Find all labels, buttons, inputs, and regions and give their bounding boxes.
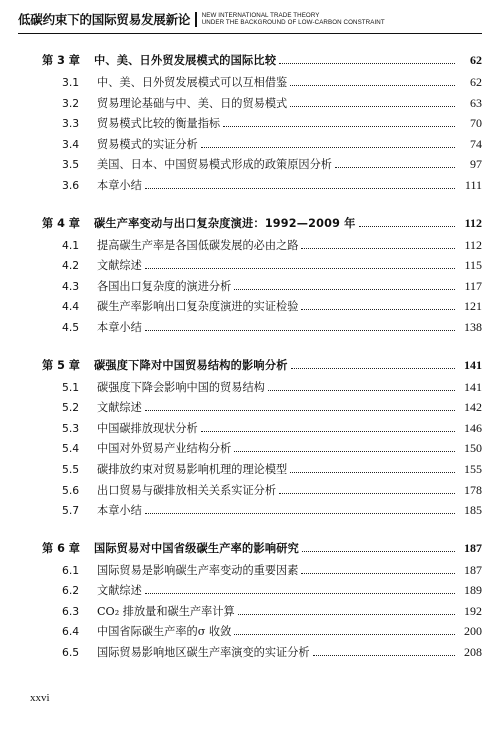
dot-leader [290,106,455,107]
section-title: 本章小结 [97,178,142,192]
section-number: 5.6 [62,483,80,497]
section-entry[interactable] [42,156,482,177]
section-entry[interactable] [42,298,482,319]
section-page: 146 [464,420,482,435]
section-page: 121 [464,299,482,314]
section-title: 碳生产率影响出口复杂度演进的实证检验 [97,300,299,314]
section-page: 200 [464,624,482,639]
section-entry[interactable] [42,440,482,461]
dot-leader [301,573,455,574]
section-entry[interactable] [42,562,482,583]
dot-leader [302,551,455,552]
section-entry[interactable] [42,74,482,95]
book-title-cn: 低碳约束下的国际贸易发展新论 [18,12,191,27]
section-number: 5.5 [62,462,80,476]
section-title: 贸易理论基础与中、美、日的贸易模式 [97,96,288,110]
section-title: 中国对外贸易产业结构分析 [97,442,232,456]
dot-leader [234,289,455,290]
section-entry[interactable] [42,420,482,441]
section-page: 63 [470,95,482,110]
chapter-title: 中、美、日外贸发展模式的国际比较 [94,54,277,67]
section-title: 本章小结 [97,504,142,518]
section-number: 4.5 [62,320,80,334]
chapter-number: 第 6 章 [42,541,80,555]
dot-leader [335,167,455,168]
section-page: 62 [470,75,482,89]
dot-leader [279,493,455,494]
dot-leader [145,410,455,411]
section-number: 4.3 [62,279,80,293]
chapter-number: 第 5 章 [42,358,80,372]
section-page: 185 [464,503,482,518]
section-title: 本章小结 [97,320,142,334]
dot-leader [291,368,455,369]
dot-leader [145,188,455,189]
section-entry[interactable] [42,582,482,603]
section-title: 文献综述 [97,259,142,273]
header-divider [195,12,197,27]
section-number: 3.6 [62,178,80,192]
section-number: 6.5 [62,646,80,660]
section-page: 117 [464,278,482,293]
table-of-contents [42,52,482,682]
dot-leader [313,655,455,656]
chapter-entry[interactable] [42,215,482,237]
section-page: 112 [464,237,482,252]
section-page: 192 [464,603,482,618]
dot-leader [301,309,455,310]
section-title: 中、美、日外贸发展模式可以互相借鉴 [97,76,288,89]
section-number: 3.5 [62,158,80,172]
chapter-block [42,52,482,198]
dot-leader [223,126,455,127]
chapter-number: 第 4 章 [42,216,80,230]
section-title: 出口贸易与碳排放相关关系实证分析 [97,483,277,497]
section-title: 文献综述 [97,584,142,598]
section-page: 111 [464,177,482,192]
section-title: 国际贸易影响地区碳生产率演变的实证分析 [97,646,310,660]
section-entry[interactable] [42,115,482,136]
section-title: 美国、日本、中国贸易模式形成的政策原因分析 [97,158,332,172]
chapter-entry[interactable] [42,540,482,562]
section-title: 贸易模式比较的衡量指标 [97,117,221,131]
dot-leader [301,248,455,249]
section-title: 各国出口复杂度的演进分析 [97,279,232,293]
section-page: 189 [464,583,482,598]
dot-leader [145,513,455,514]
section-entry[interactable] [42,319,482,340]
chapter-block [42,540,482,665]
dot-leader [234,634,455,635]
book-title-en-line1: NEW INTERNATIONAL TRADE THEORY [201,11,320,19]
section-number: 4.1 [62,238,80,252]
dot-leader [359,226,455,227]
section-entry[interactable] [42,177,482,198]
chapter-title: 国际贸易对中国省级碳生产率的影响研究 [94,541,299,555]
dot-leader [234,451,455,452]
dot-leader [279,63,455,64]
chapter-entry[interactable] [42,52,482,74]
section-entry[interactable] [42,461,482,482]
dot-leader [201,431,455,432]
section-entry[interactable] [42,136,482,157]
section-page: 74 [470,136,482,151]
section-title: 国际贸易是影响碳生产率变动的重要因素 [97,563,299,577]
section-entry[interactable] [42,644,482,665]
section-entry[interactable] [42,95,482,116]
section-page: 187 [464,562,482,577]
section-entry[interactable] [42,623,482,644]
section-page: 70 [470,116,482,131]
dot-leader [290,85,455,86]
chapter-page: 187 [464,540,482,555]
section-number: 3.2 [62,96,80,110]
section-number: 4.4 [62,300,80,314]
section-entry[interactable] [42,237,482,258]
dot-leader [238,614,455,615]
section-title: 碳排放约束对贸易影响机理的理论模型 [97,462,288,476]
dot-leader [145,593,455,594]
section-entry[interactable] [42,379,482,400]
book-title-en-line2: UNDER THE BACKGROUND OF LOW-CARBON CONSTRAINT [201,19,385,26]
section-number: 5.4 [62,442,80,456]
section-page: 138 [464,319,482,334]
section-number: 6.2 [62,584,80,598]
dot-leader [268,390,455,391]
section-number: 3.1 [62,76,80,89]
chapter-block [42,357,482,523]
running-header [18,8,482,30]
section-entry[interactable] [42,278,482,299]
section-title: 中国碳排放现状分析 [97,421,198,435]
page-number: xxvi [30,692,50,704]
section-number: 5.1 [62,380,80,394]
header-rule [18,33,482,34]
chapter-title: 碳强度下降对中国贸易结构的影响分析 [94,358,288,372]
chapter-entry[interactable] [42,357,482,379]
section-number: 3.4 [62,137,80,151]
chapter-page: 141 [464,357,482,372]
section-page: 155 [464,461,482,476]
section-title: 中国省际碳生产率的σ 收敛 [97,625,232,639]
section-number: 4.2 [62,259,80,273]
section-page: 97 [470,157,482,172]
dot-leader [145,330,455,331]
dot-leader [145,268,455,269]
chapter-number: 第 3 章 [42,54,80,67]
section-number: 6.4 [62,625,80,639]
chapter-page: 112 [464,215,482,230]
section-entry[interactable] [42,399,482,420]
section-page: 208 [464,645,482,660]
section-entry[interactable] [42,482,482,503]
book-title-en [202,12,385,27]
section-number: 6.3 [62,604,80,618]
section-entry[interactable] [42,603,482,624]
chapter-block [42,215,482,340]
section-number: 5.3 [62,421,80,435]
section-number: 3.3 [62,117,80,131]
section-entry[interactable] [42,502,482,523]
dot-leader [201,147,455,148]
section-title: 提高碳生产率是各国低碳发展的必由之路 [97,238,299,252]
section-title: 文献综述 [97,401,142,415]
section-title: CO₂ 排放量和碳生产率计算 [97,604,235,618]
chapter-title: 碳生产率变动与出口复杂度演进：1992—2009 年 [94,216,356,230]
section-page: 115 [464,258,482,273]
section-entry[interactable] [42,257,482,278]
section-title: 贸易模式的实证分析 [97,137,198,151]
section-title: 碳强度下降会影响中国的贸易结构 [97,380,265,394]
section-number: 5.2 [62,401,80,415]
section-number: 6.1 [62,563,80,577]
section-number: 5.7 [62,504,80,518]
dot-leader [290,472,455,473]
chapter-page: 62 [470,53,482,67]
section-page: 150 [464,441,482,456]
section-page: 141 [464,379,482,394]
section-page: 178 [464,482,482,497]
section-page: 142 [464,400,482,415]
